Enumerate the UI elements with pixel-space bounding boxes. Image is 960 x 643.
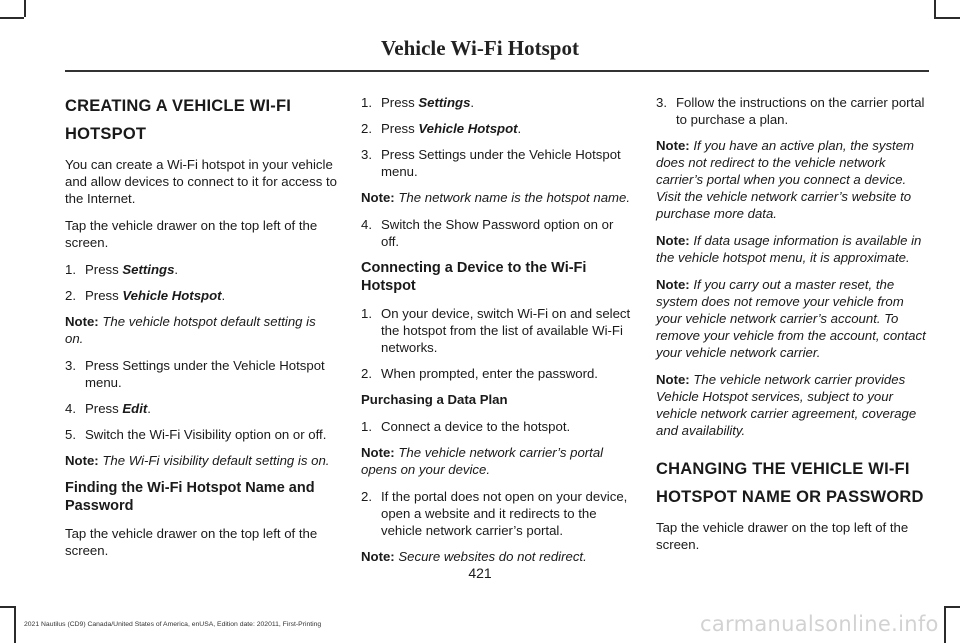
- crop-mark: [944, 606, 960, 608]
- instruction-paragraph: Tap the vehicle drawer on the top left of the screen.: [656, 520, 909, 552]
- step-item: 3. Follow the instructions on the carrier portal to purchase a plan.: [656, 95, 925, 127]
- note: Note: If you have an active plan, the system does not redirect to the vehicle network carrier’s portal when you connect a device. Visit the vehicle network carrier’s website to purchase more data.: [656, 138, 915, 221]
- instruction-paragraph: Tap the vehicle drawer on the top left of the screen.: [65, 218, 318, 250]
- step-item: 1. Press Settings.: [361, 95, 475, 110]
- crop-mark: [934, 0, 936, 17]
- column-2: [361, 94, 633, 575]
- column-3: [656, 94, 928, 563]
- subheading: Connecting a Device to the Wi-Fi Hotspot: [361, 260, 587, 294]
- instruction-paragraph: Tap the vehicle drawer on the top left of the screen.: [65, 526, 318, 558]
- step-item: 2. Press Vehicle Hotspot.: [361, 121, 522, 136]
- crop-mark: [934, 17, 960, 19]
- watermark: carmanualsonline.info: [700, 612, 939, 636]
- crop-mark: [24, 0, 26, 17]
- note: Note: If you carry out a master reset, the system does not remove your vehicle from your vehicle network carrier’s account. To remove your vehicle from the account, contact your vehicle network carrier.: [656, 277, 926, 360]
- intro-paragraph: You can create a Wi-Fi hotspot in your vehicle and allow devices to connect to it for access to the Internet.: [65, 157, 337, 206]
- header-rule: [65, 70, 929, 72]
- crop-mark: [0, 17, 24, 19]
- note: Note: The vehicle network carrier provides Vehicle Hotspot services, subject to your vehicle network carrier agreement, coverage and availability.: [656, 372, 917, 438]
- step-item: 1. On your device, switch Wi-Fi on and select the hotspot from the list of available Wi-Fi networks.: [361, 306, 631, 355]
- note: Note: The vehicle network carrier’s portal opens on your device.: [361, 445, 604, 477]
- page-number: 421: [468, 565, 492, 581]
- note: Note: Secure websites do not redirect.: [361, 549, 587, 564]
- section-heading: CHANGING THE VEHICLE WI-FI HOTSPOT NAME OR PASSWORD: [656, 460, 924, 506]
- subheading: Finding the Wi-Fi Hotspot Name and Password: [65, 480, 315, 514]
- step-item: 3. Press Settings under the Vehicle Hotspot menu.: [65, 358, 325, 390]
- column-1: [65, 94, 337, 569]
- crop-mark: [944, 606, 946, 643]
- step-item: 2. When prompted, enter the password.: [361, 366, 598, 381]
- step-item: 2. Press Vehicle Hotspot.: [65, 288, 226, 303]
- note: Note: The Wi-Fi visibility default setting is on.: [65, 453, 330, 468]
- step-item: 4. Switch the Show Password option on or off.: [361, 217, 614, 249]
- step-item: 1. Connect a device to the hotspot.: [361, 419, 571, 434]
- page-header-title: Vehicle Wi-Fi Hotspot: [381, 36, 579, 60]
- note: Note: The network name is the hotspot name.: [361, 190, 631, 205]
- note: Note: If data usage information is available in the vehicle hotspot menu, it is approximate.: [656, 233, 922, 265]
- step-item: 5. Switch the Wi-Fi Visibility option on or off.: [65, 427, 327, 442]
- step-item: 2. If the portal does not open on your device, open a website and it redirects to the vehicle network carrier’s portal.: [361, 489, 628, 538]
- crop-mark: [0, 606, 14, 608]
- section-heading: CREATING A VEHICLE WI-FI HOTSPOT: [65, 97, 292, 143]
- step-item: 1. Press Settings.: [65, 262, 179, 277]
- minor-heading: Purchasing a Data Plan: [361, 392, 508, 407]
- note: Note: The vehicle hotspot default setting is on.: [65, 314, 316, 346]
- step-item: 4. Press Edit.: [65, 401, 151, 416]
- edition-footer: 2021 Nautilus (CD9) Canada/United States of America, enUSA, Edition date: 202011, First-Printing: [24, 621, 322, 628]
- crop-mark: [14, 606, 16, 643]
- step-item: 3. Press Settings under the Vehicle Hotspot menu.: [361, 147, 621, 179]
